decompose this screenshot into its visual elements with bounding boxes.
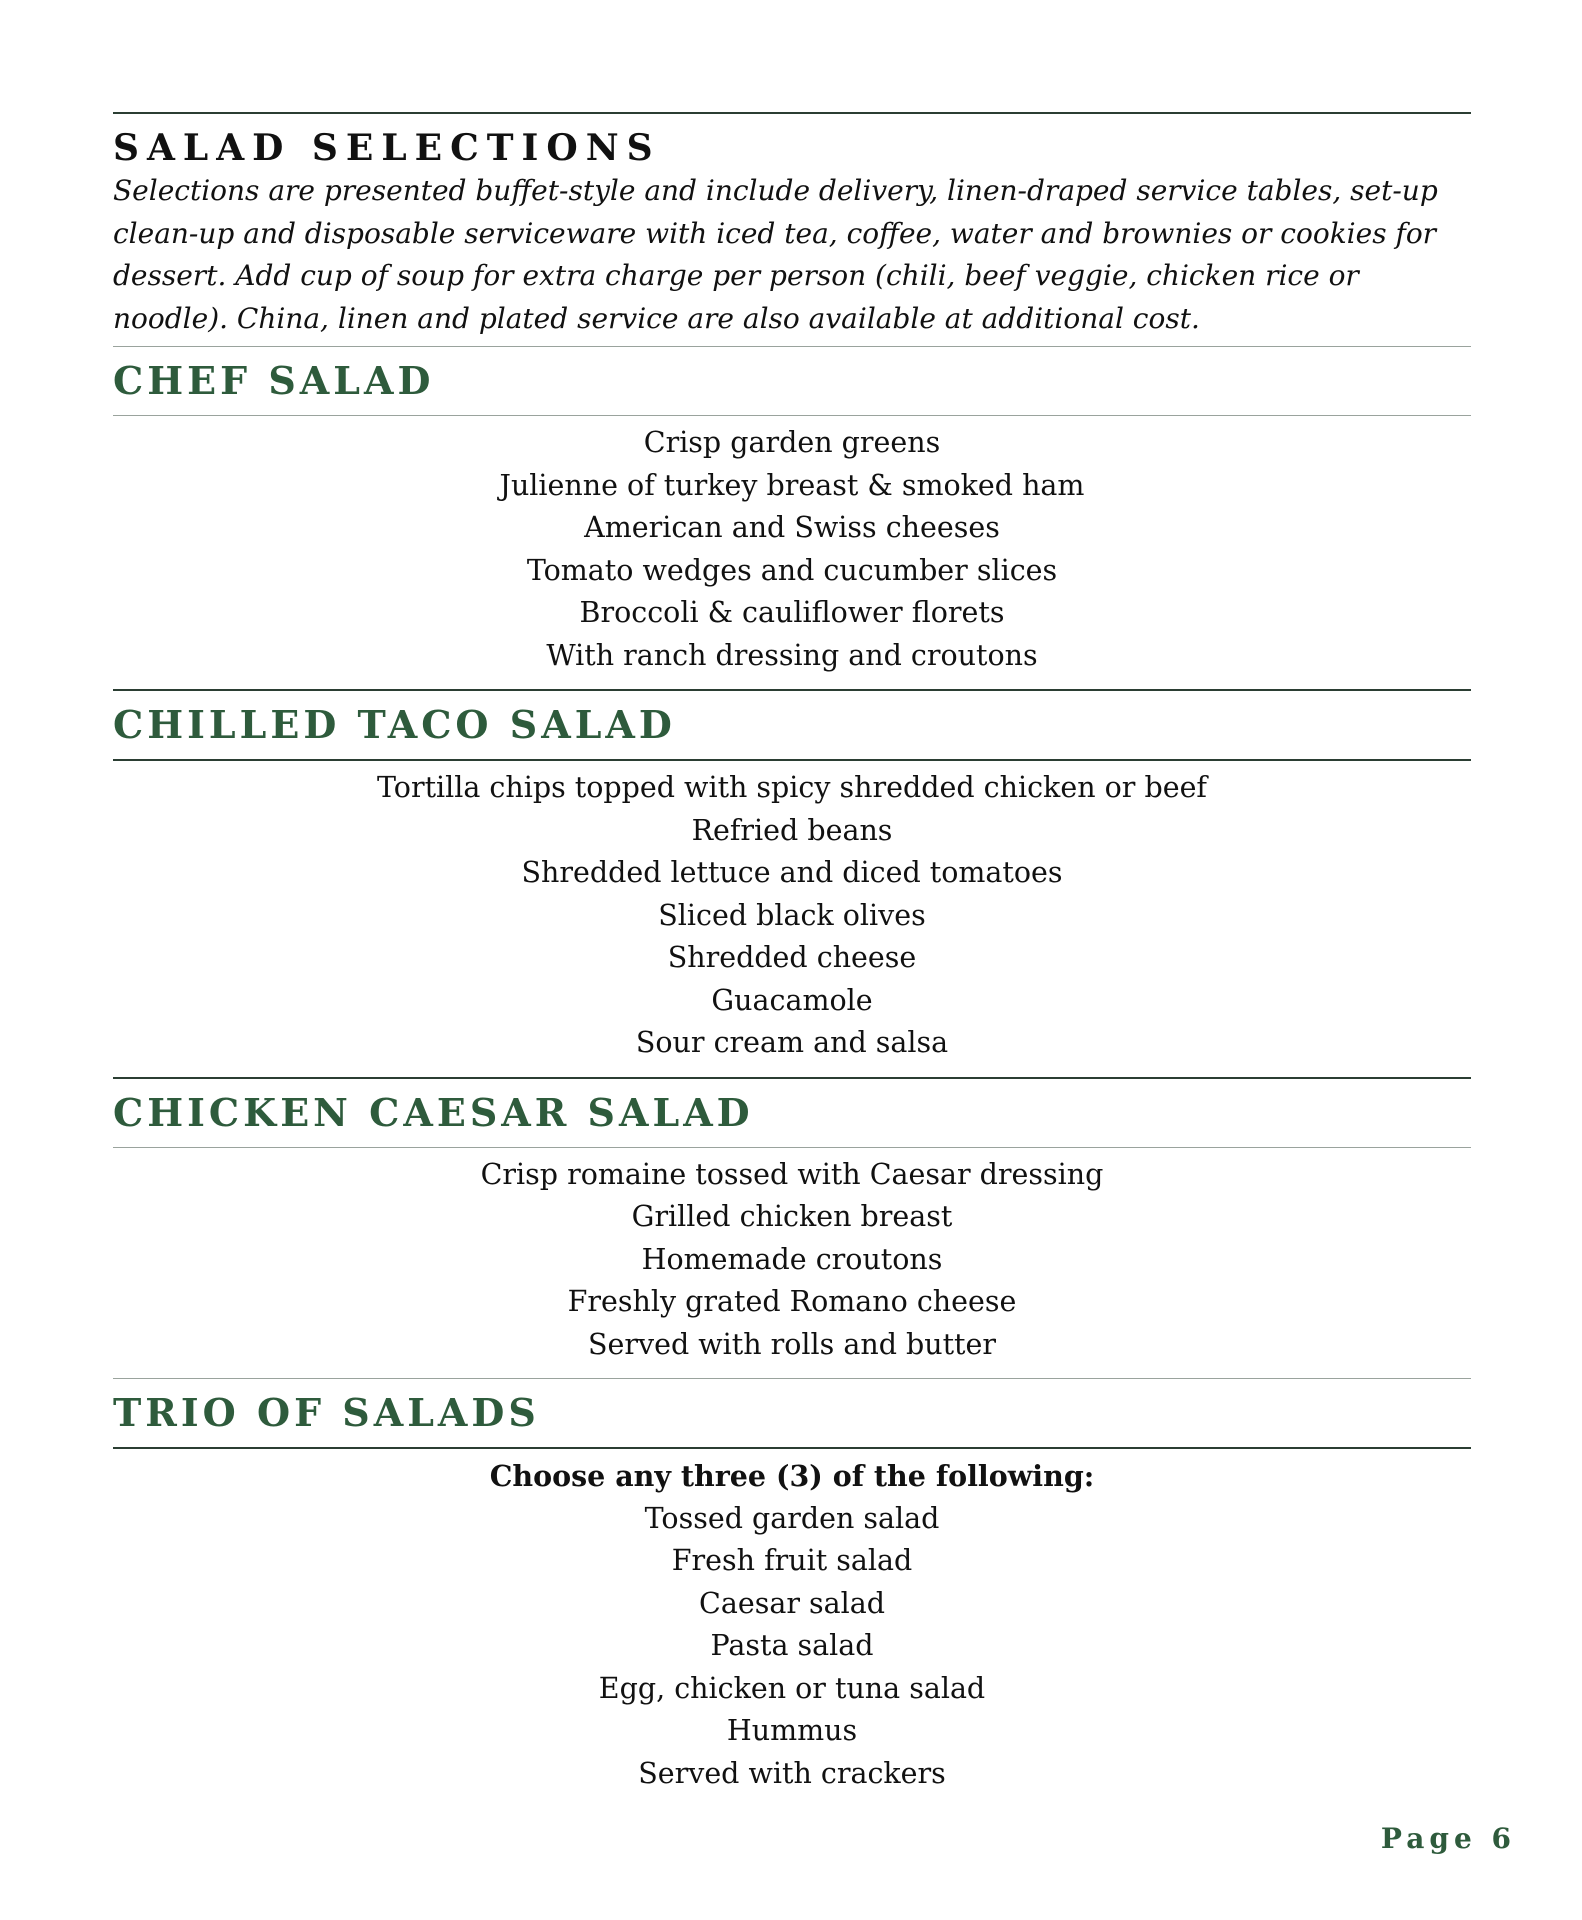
- list-item: Crisp garden greens: [643, 426, 941, 459]
- list-item: Served with rolls and butter: [587, 1327, 996, 1361]
- list-item: Tossed garden salad: [644, 1501, 940, 1535]
- list-item: Freshly grated Romano cheese: [567, 1285, 1017, 1318]
- trio-of-salads-items: [113, 1449, 1471, 1807]
- list-item: Caesar salad: [699, 1586, 885, 1620]
- section-heading-chef-salad: CHEF SALAD: [113, 358, 435, 403]
- list-item: American and Swiss cheeses: [584, 511, 1000, 544]
- list-item: Hummus: [726, 1714, 858, 1747]
- list-item: Served with crackers: [638, 1756, 946, 1790]
- chilled-taco-salad-items: [113, 761, 1471, 1077]
- list-item: Homemade croutons: [641, 1242, 943, 1276]
- list-item: Fresh fruit salad: [671, 1544, 913, 1577]
- list-item: Sour cream and salsa: [635, 1026, 949, 1059]
- list-lead: Choose any three (3) of the following:: [489, 1459, 1095, 1493]
- list-item: Crisp romaine tossed with Caesar dressing: [480, 1157, 1104, 1191]
- page-title: SALAD SELECTIONS: [113, 127, 661, 169]
- section-heading-chicken-caesar-salad: CHICKEN CAESAR SALAD: [113, 1089, 754, 1135]
- list-item: Refried beans: [691, 813, 893, 847]
- top-divider: [113, 112, 1471, 114]
- list-item: Broccoli & cauliflower florets: [579, 596, 1005, 629]
- list-item: Pasta salad: [710, 1629, 874, 1662]
- chef-salad-items: [113, 416, 1471, 689]
- menu-page: [113, 112, 1471, 1807]
- list-item: Sliced black olives: [658, 898, 926, 932]
- list-item: With ranch dressing and croutons: [546, 638, 1038, 672]
- list-item: Julienne of turkey breast & smoked ham: [499, 468, 1085, 502]
- list-item: Tortilla chips topped with spicy shredded chicken or beef: [377, 771, 1207, 804]
- list-item: Tomato wedges and cucumber slices: [526, 553, 1058, 587]
- list-item: Guacamole: [711, 983, 873, 1017]
- chicken-caesar-salad-items: [113, 1148, 1471, 1379]
- intro-text: Selections are presented buffet-style and include delivery, linen-draped service tables, set-up clean-up and disposable serviceware with iced tea, coffee, water and brownies or cookies for dessert. Add cup of soup for extra charge per person (chili, beef veggie, chicken rice or noodle). China, linen and plated service are also available at additional cost.: [113, 174, 1438, 335]
- list-item: Shredded cheese: [667, 941, 917, 974]
- list-item: Egg, chicken or tuna salad: [598, 1671, 986, 1705]
- page-number: Page 6: [1380, 1822, 1516, 1855]
- list-item: Grilled chicken breast: [631, 1200, 953, 1233]
- section-heading-trio-of-salads: TRIO OF SALADS: [113, 1390, 540, 1435]
- list-item: Shredded lettuce and diced tomatoes: [521, 856, 1063, 889]
- section-heading-chilled-taco-salad: CHILLED TACO SALAD: [113, 702, 676, 747]
